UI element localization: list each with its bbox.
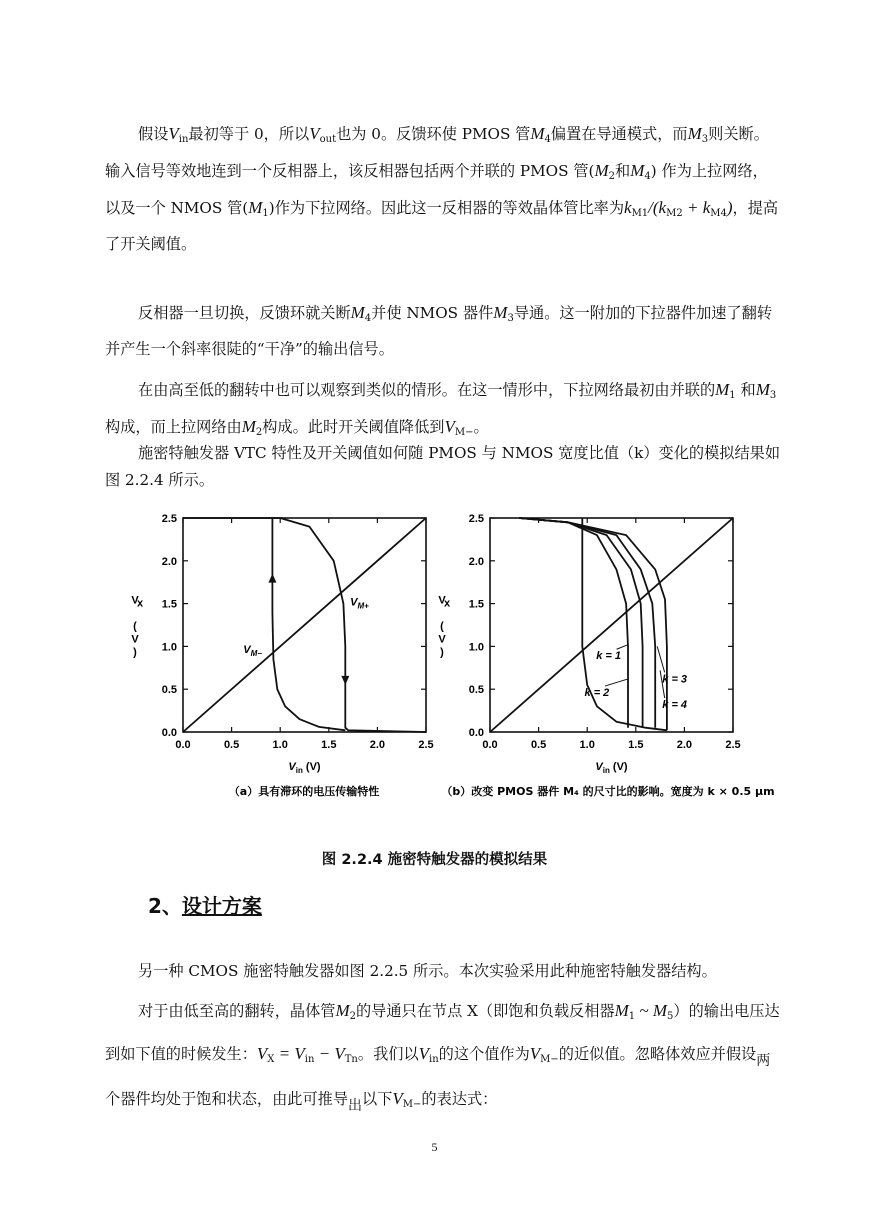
chart-a (131, 513, 433, 798)
y-axis-label-char: V (438, 594, 446, 607)
annotation-vm-plus: $V_{M+}$ (350, 596, 369, 611)
paragraph-2: 反相器一旦切换，反馈环就关断$M_4$并使 NMOS 器件$M_3$导通。这一附加的下拉器件加速了翻转并产生一个斜率很陡的“干净”的输出信号。 (105, 303, 773, 358)
section-heading-title: 设计方案 (181, 894, 262, 918)
k-label-2: k = 2 (584, 687, 610, 700)
k-label-3: k = 3 (662, 673, 688, 686)
x-tick-label: 0.5 (530, 739, 547, 751)
series-line-0 (183, 518, 426, 732)
paragraph-1: 假设$V_{in}$最初等于 0，所以$V_{out}$也为 0。反馈环使 PMOS 管$M_4$偏置在导通模式，而$M_3$则关断。 输入信号等效地连到一个反相器上，该反相器包括两个并联的 PMOS 管($M_2$和$M_4$) 作为上拉网络， 以及一个 NMOS 管$(M_1)$作为下拉网络。因此这一反相器的等效晶体管比率为$k_{M1}/(k_{M2} + k_{M4})$，提高了开关阈值。 (105, 124, 779, 253)
page-number: 5 (431, 1140, 438, 1154)
chart-b (438, 513, 774, 798)
figure-caption: 图 2.2.4 施密特触发器的模拟结果 (321, 852, 548, 868)
x-tick-label: 2.0 (369, 739, 386, 751)
x-tick-label: 2.0 (676, 739, 693, 751)
y-axis-label-char: V (438, 633, 446, 646)
paragraph-4: 施密特触发器 VTC 特性及开关阈值如何随 PMOS 与 NMOS 宽度比值（k）变化的模拟结果如图 2.2.4 所示。 (105, 444, 781, 489)
x-axis-label: $V_{in}$ (V) (595, 761, 628, 775)
x-axis-label: $V_{in}$ (V) (288, 761, 321, 775)
series-k=2 (519, 518, 642, 728)
y-axis-label-char: ( (440, 620, 444, 633)
y-tick-label: 0.5 (468, 684, 484, 697)
x-tick-label: 0.0 (175, 739, 191, 751)
section-heading: 2、设计方案 (148, 894, 262, 918)
figure-2-2-4 (120, 505, 800, 805)
paragraph-5: 另一种 CMOS 施密特触发器如图 2.2.5 所示。本次实验采用此种施密特触发器结构。 (138, 962, 717, 980)
subcaption-a: （a）具有滞环的电压传输特性 (228, 785, 380, 798)
k-arrow-line (617, 645, 628, 650)
x-tick-label: 2.5 (418, 739, 434, 751)
paragraph-6: 对于由低至高的翻转，晶体管$M_2$的导通只在节点 X（即饱和负载反相器$M_1$ ~ $M_5$）的输出电压达到如下值的时候发生：$V_X = V_{in} - V_{Tn}$。我们以$V_{in}$的这个值作为$V_{M-}$的近似值。忽略体效应并假设$_两$个器件均处于饱和状态，由此可推导$_出$以下$V_{M-}$的表达式： (105, 1001, 780, 1114)
x-tick-label: 2.5 (725, 739, 741, 751)
y-tick-label: 1.0 (468, 641, 484, 654)
y-tick-label: 0.0 (161, 727, 177, 739)
k-arrow-line (605, 679, 628, 686)
y-tick-label: 0.0 (468, 727, 484, 739)
x-tick-label: 1.0 (579, 739, 595, 751)
y-axis-label-char: ) (440, 646, 444, 659)
y-tick-label: 2.0 (161, 555, 177, 568)
annotation-vm-minus: $V_{M-}$ (243, 644, 262, 659)
y-axis-label-char: V (131, 594, 139, 607)
series-k=1 (519, 518, 628, 728)
y-tick-label: 1.5 (161, 598, 177, 611)
y-axis-label-char: ) (133, 646, 137, 659)
x-tick-label: 0.5 (223, 739, 240, 751)
paragraph-3: 在由高至低的翻转中也可以观察到类似的情形。在这一情形中，下拉网络最初由并联的$M_1$ 和$M_3$构成，而上拉网络由$M_2$构成。此时开关阈值降低到$V_{M-}$。 (105, 380, 777, 438)
y-tick-label: 1.5 (468, 598, 484, 611)
y-tick-label: 2.0 (468, 555, 484, 568)
y-tick-label: 2.5 (161, 513, 177, 525)
series-line-5 (490, 518, 733, 732)
x-tick-label: 1.0 (272, 739, 288, 751)
y-axis-label-char: x (443, 597, 451, 610)
x-tick-label: 0.0 (482, 739, 498, 751)
k-label-4: k = 4 (662, 699, 688, 712)
y-axis-label-char: ( (133, 620, 137, 633)
x-tick-label: 1.5 (628, 739, 644, 751)
arrow-up-icon (268, 574, 276, 583)
x-tick-label: 1.5 (321, 739, 337, 751)
subcaption-b: （b）改变 PMOS 器件 M₄ 的尺寸比的影响。宽度为 k × 0.5 μm (441, 785, 775, 798)
k-label-1: k = 1 (596, 650, 621, 663)
arrow-down-icon (341, 676, 349, 685)
series-line-2 (272, 518, 345, 730)
y-tick-label: 0.5 (161, 684, 177, 697)
y-axis-label-char: V (131, 633, 139, 646)
y-tick-label: 1.0 (161, 641, 177, 654)
y-tick-label: 2.5 (468, 513, 484, 525)
y-axis-label-char: x (136, 597, 144, 610)
k-arrow-line (657, 646, 664, 672)
